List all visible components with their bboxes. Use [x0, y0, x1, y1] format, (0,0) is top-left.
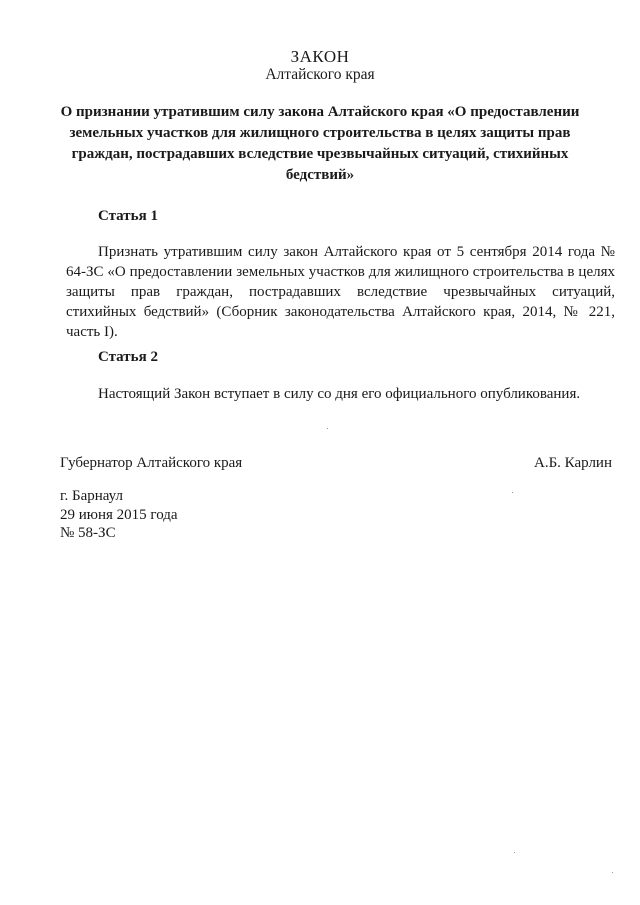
signatory-name: А.Б. Карлин	[533, 455, 612, 471]
scan-speck	[512, 492, 513, 493]
law-title: О признании утратившим силу закона Алтайского края «О предоставлении земельных участков для жилищного строительства в целях защиты прав граждан, пострадавших вследствие чрезвычайных ситуаций, стихийных бедствий»	[60, 104, 580, 183]
article-2-heading: Статья 2	[98, 349, 158, 365]
scan-speck	[612, 872, 613, 873]
scan-speck	[327, 428, 328, 429]
document-type: ЗАКОН	[290, 47, 350, 66]
article-1-text: Признать утратившим силу закон Алтайского края от 5 сентября 2014 года № 64-ЗС «О предоставлении земельных участков для жилищного строительства в целях защиты прав граждан, пострадавших вследствие чрезвычайных ситуаций, стихийных бедствий» (Сборник законодательства Алтайского края, 2014, № 221, часть I).	[66, 244, 615, 340]
signing-place: г. Барнаул	[60, 488, 123, 504]
signing-date: 29 июня 2015 года	[60, 507, 178, 523]
signatory-title: Губернатор Алтайского края	[60, 455, 243, 471]
law-number: № 58-ЗС	[60, 525, 116, 541]
article-2-text: Настоящий Закон вступает в силу со дня его официального опубликования.	[98, 386, 581, 402]
article-1-heading: Статья 1	[98, 208, 158, 224]
document-issuer: Алтайского края	[265, 66, 375, 83]
scan-speck	[514, 852, 515, 853]
